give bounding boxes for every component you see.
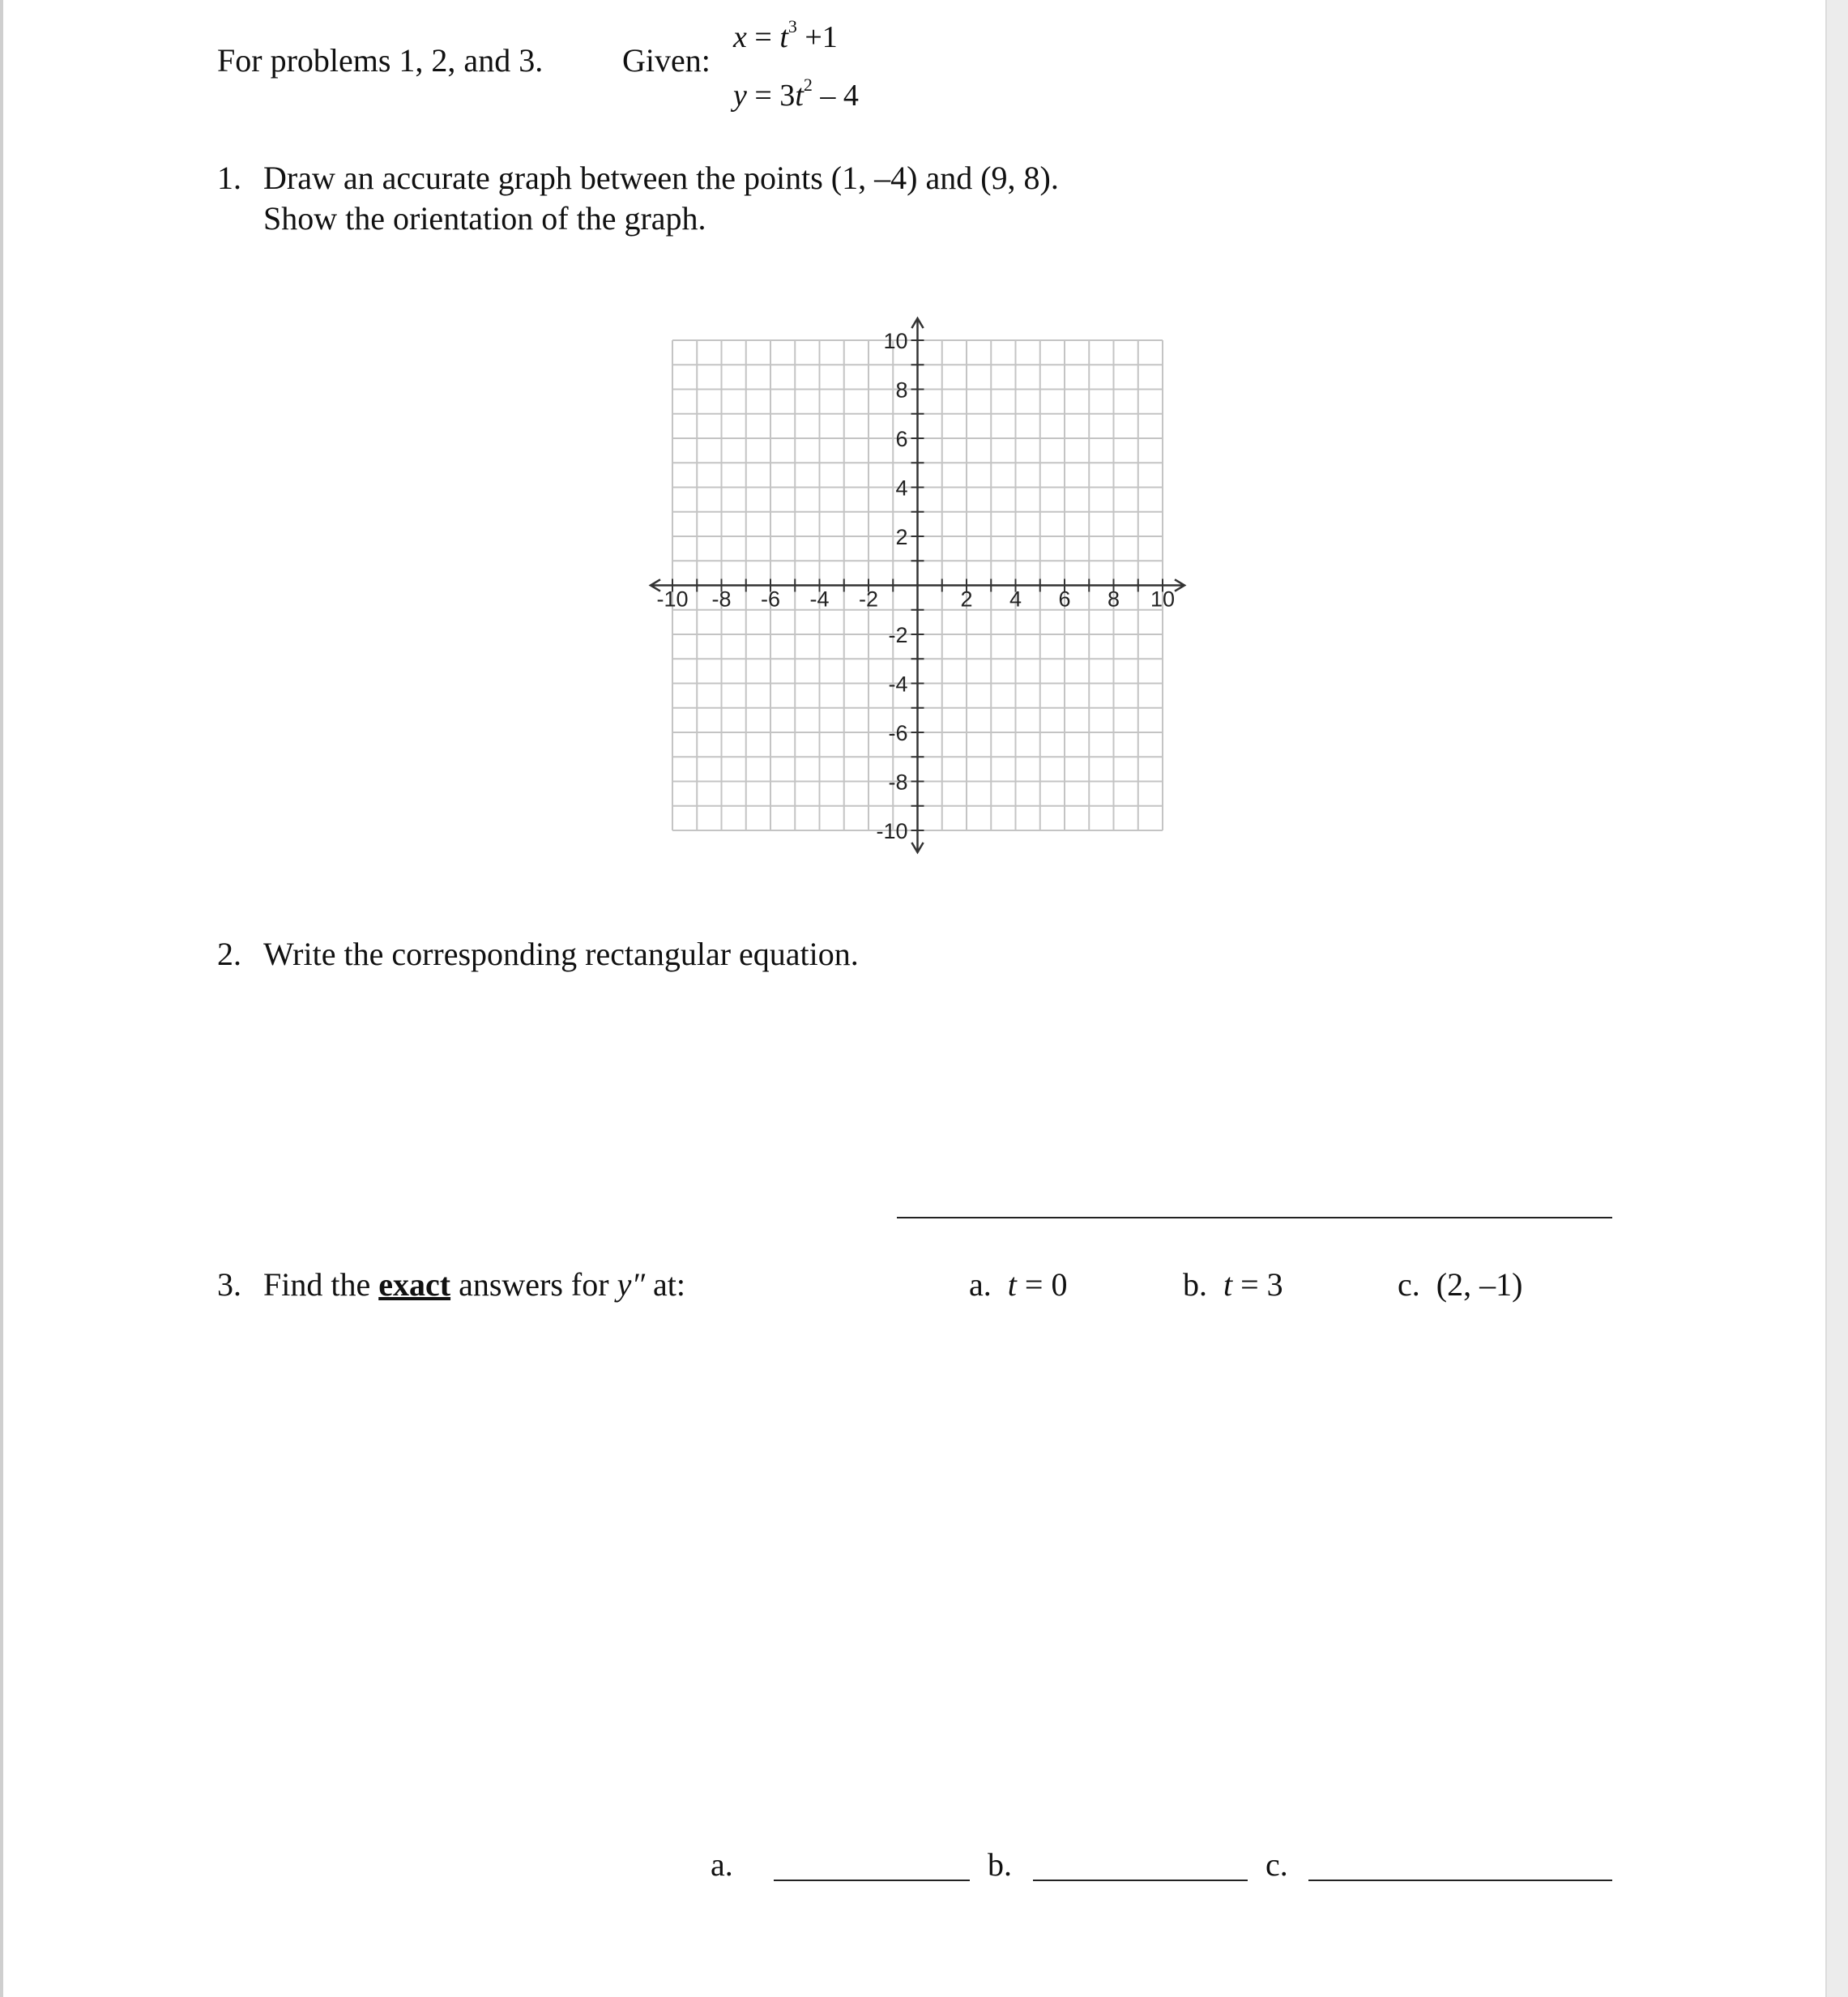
problem-3-number: 3.	[217, 1266, 241, 1303]
equation-x	[733, 16, 838, 55]
part-c-value: (2, –1)	[1436, 1266, 1523, 1303]
eq-y-coef: = 3	[746, 79, 796, 113]
problem-1-line-1: Draw an accurate graph between the points (1, –4) and (9, 8).	[263, 160, 1059, 196]
page-edge-left	[0, 0, 3, 1997]
eq-x-equals: =	[746, 20, 780, 54]
eq-x-lhs: x	[733, 20, 747, 54]
given-label: Given:	[622, 42, 711, 79]
y-tick-label: 2	[895, 525, 908, 549]
part-b-var: t	[1223, 1266, 1233, 1303]
eq-x-var: t	[779, 20, 788, 54]
problem-1-number: 1.	[217, 160, 241, 196]
x-tick-label: -4	[809, 587, 830, 612]
answer-a-line[interactable]	[774, 1880, 970, 1881]
part-c-label: c.	[1398, 1266, 1420, 1303]
coordinate-grid[interactable]	[632, 308, 1199, 867]
answer-c-label: c.	[1265, 1846, 1288, 1883]
problem-3-variable: y″	[617, 1266, 645, 1303]
problem-3-text-end: at:	[644, 1266, 685, 1303]
part-a-var: t	[1007, 1266, 1017, 1303]
problem-2-number: 2.	[217, 936, 241, 972]
problem-3-text-after: answers for	[450, 1266, 617, 1303]
eq-y-rest: – 4	[812, 79, 859, 113]
x-tick-label: 2	[960, 587, 973, 612]
y-tick-label: -8	[888, 770, 908, 795]
part-b-label: b.	[1183, 1266, 1207, 1303]
part-a-label: a.	[969, 1266, 992, 1303]
answer-b-line[interactable]	[1033, 1880, 1248, 1881]
x-tick-label: -8	[711, 587, 732, 612]
x-tick-label: -10	[656, 587, 689, 612]
part-b-condition	[1183, 1266, 1283, 1303]
x-tick-label: 6	[1058, 587, 1071, 612]
problem-3-emphasis: exact	[378, 1266, 451, 1303]
problem-3-text	[263, 1266, 685, 1303]
problem-2-answer-line[interactable]	[897, 1217, 1612, 1218]
problem-1-line-2: Show the orientation of the graph.	[263, 200, 706, 237]
part-c-condition	[1398, 1266, 1523, 1303]
axes	[651, 318, 1184, 852]
answer-a-label: a.	[711, 1846, 733, 1883]
x-tick-label: 10	[1150, 587, 1176, 612]
intro-text: For problems 1, 2, and 3.	[217, 42, 544, 79]
y-tick-label: -4	[888, 672, 908, 697]
answer-c-line[interactable]	[1308, 1880, 1612, 1881]
equation-y	[733, 75, 859, 113]
part-a-condition	[969, 1266, 1068, 1303]
eq-x-rest: +1	[796, 20, 838, 54]
x-tick-label: -2	[858, 587, 879, 612]
y-tick-label: 6	[895, 427, 908, 451]
y-tick-label: 8	[895, 378, 908, 403]
eq-x-exponent: 3	[787, 16, 797, 36]
x-tick-label: 8	[1107, 587, 1120, 612]
x-tick-label: 4	[1009, 587, 1022, 612]
y-tick-label: 10	[883, 329, 908, 353]
x-tick-label: -6	[760, 587, 781, 612]
y-tick-label: -10	[876, 819, 908, 843]
answer-b-label: b.	[988, 1846, 1012, 1883]
part-b-value: = 3	[1232, 1266, 1283, 1303]
problem-2-text: Write the corresponding rectangular equation.	[263, 936, 859, 972]
page-edge-right	[1825, 0, 1848, 1997]
y-tick-label: 4	[895, 476, 908, 501]
problem-3-text-before: Find the	[263, 1266, 379, 1303]
eq-y-var: t	[795, 79, 804, 113]
y-tick-label: -2	[888, 623, 908, 647]
eq-y-exponent: 2	[803, 75, 813, 95]
eq-y-lhs: y	[733, 79, 747, 113]
y-tick-label: -6	[888, 721, 908, 745]
part-a-value: = 0	[1016, 1266, 1068, 1303]
